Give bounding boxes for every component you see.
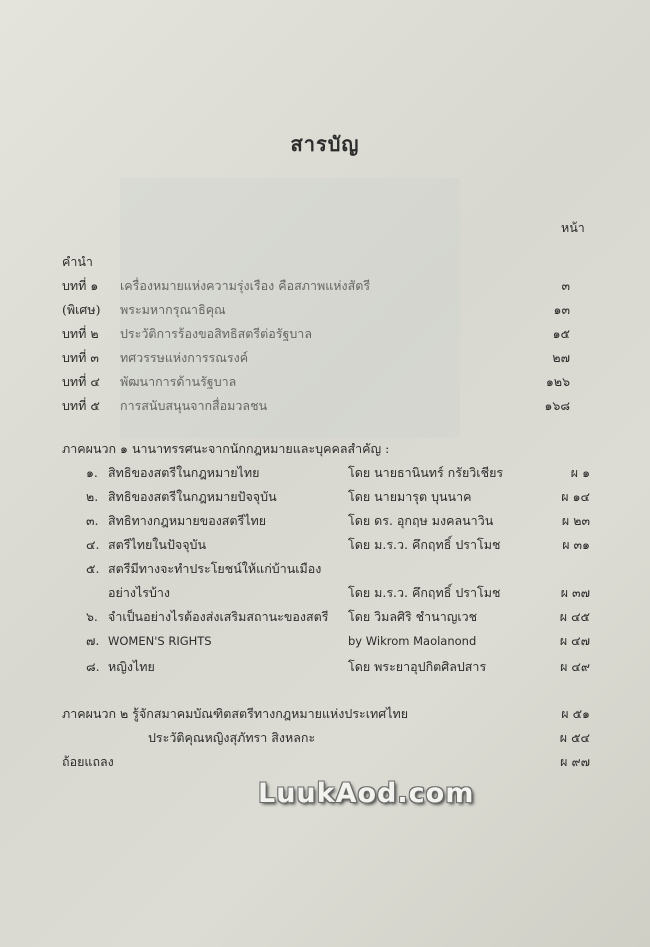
intro-entry: คำนำ <box>62 254 93 269</box>
watermark-logo: LuukAod.com <box>258 778 475 809</box>
chapter-page: ๑๓ <box>553 302 570 317</box>
chapter-label: บทที่ ๒ <box>62 326 99 341</box>
item-page: ผ ๒๓ <box>561 513 590 528</box>
item-page: ผ ๔๙ <box>560 659 590 674</box>
chapter-title: ประวัติการร้องขอสิทธิสตรีต่อรัฐบาล <box>120 326 312 341</box>
chapter-label: บทที่ ๔ <box>62 374 100 389</box>
chapter-label: (พิเศษ) <box>62 302 101 317</box>
chapter-page: ๑๒๖ <box>545 374 570 389</box>
item-number: ๕. <box>86 561 100 576</box>
item-author: โดย ม.ร.ว. คึกฤทธิ์ ปราโมช <box>348 585 501 600</box>
item-title: สิทธิของสตรีในกฎหมายไทย <box>108 465 260 480</box>
chapter-page: ๑๕ <box>552 326 570 341</box>
item-page: ผ ๔๗ <box>559 633 590 648</box>
closing-entry: ถ้อยแถลง <box>62 754 114 769</box>
item-title: สตรีไทยในปัจจุบัน <box>108 537 207 552</box>
page-title: สารบัญ <box>290 132 360 156</box>
item-title: สิทธิของสตรีในกฎหมายปัจจุบัน <box>108 489 277 504</box>
appendix2-page: ผ ๕๑ <box>561 706 590 721</box>
appendix1-heading: ภาคผนวก ๑ นานาทรรศนะจากนักกฎหมายและบุคคลสำคัญ : <box>62 441 390 456</box>
item-author: โดย พระยาอุปกิตศิลปสาร <box>348 659 487 674</box>
item-title: สิทธิทางกฎหมายของสตรีไทย <box>108 513 267 528</box>
item-title: WOMEN'S RIGHTS <box>108 634 212 648</box>
item-page: ผ ๑๔ <box>561 489 590 504</box>
chapter-title: การสนับสนุนจากสื่อมวลชน <box>120 398 268 413</box>
item-number: ๑. <box>86 465 98 480</box>
item-title: สตรีมีทางจะทำประโยชน์ให้แก่บ้านเมือง <box>108 561 322 576</box>
item-number: ๒. <box>86 489 99 504</box>
item-number: ๓. <box>86 513 99 528</box>
chapter-label: บทที่ ๕ <box>62 398 100 413</box>
chapter-title: พัฒนาการด้านรัฐบาล <box>120 374 237 389</box>
item-page: ผ ๓๑ <box>562 537 590 552</box>
closing-page: ผ ๙๗ <box>560 754 590 769</box>
item-author: โดย นายธานินทร์ กรัยวิเชียร <box>348 465 504 480</box>
item-number: ๔. <box>86 537 100 552</box>
item-author: โดย ดร. อุกฤษ มงคลนาวิน <box>348 513 494 528</box>
chapter-label: บทที่ ๑ <box>62 278 99 293</box>
item-page: ผ ๑ <box>570 465 590 480</box>
chapter-title: ทศวรรษแห่งการรณรงค์ <box>120 350 249 365</box>
chapter-page: ๒๗ <box>552 350 570 365</box>
item-title-continued: อย่างไรบ้าง <box>108 585 171 600</box>
appendix2-line: ภาคผนวก ๒ รู้จักสมาคมบัณฑิตสตรีทางกฎหมายแห่งประเทศไทย <box>62 706 409 721</box>
item-number: ๘. <box>86 659 100 674</box>
chapter-title: พระมหากรุณาธิคุณ <box>120 302 226 317</box>
item-author: โดย นายมารุต บุนนาค <box>348 489 472 504</box>
chapter-label: บทที่ ๓ <box>62 350 99 365</box>
page-column-header: หน้า <box>561 220 585 235</box>
chapter-title: เครื่องหมายแห่งความรุ่งเรือง คือสภาพแห่งสัตรี <box>120 278 371 293</box>
appendix2-subline: ประวัติคุณหญิงสุภัทรา สิงหลกะ <box>148 730 316 745</box>
item-author: โดย วิมลศิริ ชำนาญเวช <box>348 609 478 624</box>
item-title: หญิงไทย <box>108 659 155 674</box>
appendix2-subpage: ผ ๕๔ <box>559 730 590 745</box>
item-author: โดย ม.ร.ว. คึกฤทธิ์ ปราโมช <box>348 537 501 552</box>
item-author: by Wikrom Maolanond <box>348 634 477 648</box>
chapter-page: ๑๖๘ <box>544 398 570 413</box>
chapter-page: ๓ <box>561 278 570 293</box>
item-title: จำเป็นอย่างไรต้องส่งเสริมสถานะของสตรี <box>108 609 329 624</box>
item-number: ๗. <box>86 633 100 648</box>
item-page: ผ ๓๗ <box>560 585 590 600</box>
item-page: ผ ๔๕ <box>559 609 590 624</box>
item-number: ๖. <box>86 609 98 624</box>
